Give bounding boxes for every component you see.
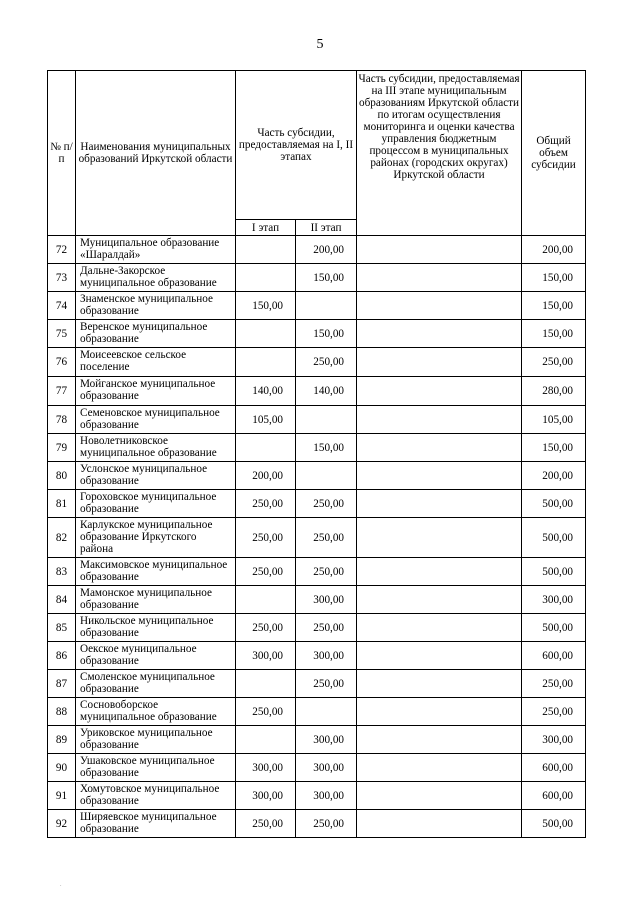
row-number: 91: [48, 782, 76, 810]
row-number: 78: [48, 406, 76, 434]
row-stage-3: [357, 377, 522, 406]
table-row: [48, 462, 586, 490]
row-stage-3: [357, 434, 522, 462]
row-stage-2: 200,00: [296, 236, 357, 264]
row-stage-2: 250,00: [296, 558, 357, 586]
row-stage-1: 250,00: [236, 558, 296, 586]
row-total: 500,00: [522, 810, 586, 838]
table-row: [48, 726, 586, 754]
row-stage-3: [357, 670, 522, 698]
row-total: 280,00: [522, 377, 586, 406]
table-row: [48, 292, 586, 320]
row-number: 72: [48, 236, 76, 264]
row-stage-1: 105,00: [236, 406, 296, 434]
row-name: Дальне-Закорское муниципальное образование: [76, 264, 236, 292]
table-row: [48, 320, 586, 348]
row-number: 76: [48, 348, 76, 377]
row-name: Моисеевское сельское поселение: [76, 348, 236, 377]
row-stage-1: [236, 726, 296, 754]
table-row: [48, 642, 586, 670]
row-number: 80: [48, 462, 76, 490]
row-total: 500,00: [522, 490, 586, 518]
row-stage-3: [357, 406, 522, 434]
header-part-1-2: Часть субсидии, предоставляемая на I, II этапах: [236, 71, 357, 220]
row-name: Хомутовское муниципальное образование: [76, 782, 236, 810]
row-stage-2: 250,00: [296, 518, 357, 558]
row-number: 81: [48, 490, 76, 518]
subsidy-table: [47, 70, 586, 838]
row-stage-3: [357, 348, 522, 377]
row-name: Веренское муниципальное образование: [76, 320, 236, 348]
row-total: 600,00: [522, 782, 586, 810]
row-number: 90: [48, 754, 76, 782]
row-number: 74: [48, 292, 76, 320]
row-name: Смоленское муниципальное образование: [76, 670, 236, 698]
row-number: 84: [48, 586, 76, 614]
row-stage-2: 150,00: [296, 434, 357, 462]
row-stage-3: [357, 292, 522, 320]
table-row: [48, 782, 586, 810]
row-stage-3: [357, 614, 522, 642]
row-stage-2: 250,00: [296, 670, 357, 698]
row-stage-1: 300,00: [236, 782, 296, 810]
row-name: Ширяевское муниципальное образование: [76, 810, 236, 838]
row-stage-1: 140,00: [236, 377, 296, 406]
row-stage-2: [296, 406, 357, 434]
row-stage-1: 250,00: [236, 490, 296, 518]
row-stage-2: 150,00: [296, 264, 357, 292]
row-stage-1: 250,00: [236, 614, 296, 642]
row-stage-3: [357, 462, 522, 490]
row-stage-2: [296, 462, 357, 490]
row-total: 300,00: [522, 586, 586, 614]
row-stage-3: [357, 726, 522, 754]
row-stage-2: 250,00: [296, 348, 357, 377]
row-name: Никольское муниципальное образование: [76, 614, 236, 642]
row-name: Семеновское муниципальное образование: [76, 406, 236, 434]
row-stage-3: [357, 698, 522, 726]
row-stage-2: 300,00: [296, 782, 357, 810]
header-part-3: Часть субсидии, предоставляемая на III этапе муниципальным образованиям Иркутской области по итогам осуществления мониторинга и оценки качества управления бюджетным процессом в муниципальных районах (городских округах) Иркутской области: [357, 71, 522, 236]
row-stage-2: 140,00: [296, 377, 357, 406]
row-number: 77: [48, 377, 76, 406]
row-number: 87: [48, 670, 76, 698]
row-total: 250,00: [522, 348, 586, 377]
row-stage-3: [357, 236, 522, 264]
table-row: [48, 518, 586, 558]
row-total: 250,00: [522, 698, 586, 726]
row-total: 600,00: [522, 642, 586, 670]
row-stage-1: [236, 586, 296, 614]
row-stage-2: 150,00: [296, 320, 357, 348]
row-total: 200,00: [522, 236, 586, 264]
row-stage-1: [236, 236, 296, 264]
row-total: 150,00: [522, 264, 586, 292]
table-row: [48, 754, 586, 782]
row-stage-3: [357, 642, 522, 670]
row-stage-3: [357, 320, 522, 348]
row-total: 600,00: [522, 754, 586, 782]
header-name: Наименования муниципальных образований Иркутской области: [76, 71, 236, 236]
table-row: [48, 236, 586, 264]
row-name: Ушаковское муниципальное образование: [76, 754, 236, 782]
row-stage-3: [357, 754, 522, 782]
row-number: 73: [48, 264, 76, 292]
row-stage-3: [357, 518, 522, 558]
row-name: Карлукское муниципальное образование Иркутского района: [76, 518, 236, 558]
row-name: Мойганское муниципальное образование: [76, 377, 236, 406]
row-stage-3: [357, 586, 522, 614]
row-stage-1: 300,00: [236, 642, 296, 670]
row-stage-1: 300,00: [236, 754, 296, 782]
table-row: [48, 586, 586, 614]
row-stage-2: 300,00: [296, 586, 357, 614]
row-name: Новолетниковское муниципальное образование: [76, 434, 236, 462]
table-row: [48, 377, 586, 406]
row-number: 83: [48, 558, 76, 586]
row-total: 500,00: [522, 614, 586, 642]
row-number: 88: [48, 698, 76, 726]
row-total: 150,00: [522, 434, 586, 462]
row-stage-1: [236, 264, 296, 292]
header-stage-1: I этап: [236, 220, 296, 236]
row-stage-3: [357, 558, 522, 586]
row-stage-1: [236, 348, 296, 377]
row-name: Услонское муниципальное образование: [76, 462, 236, 490]
row-number: 75: [48, 320, 76, 348]
row-number: 79: [48, 434, 76, 462]
table-row: [48, 614, 586, 642]
row-stage-2: 250,00: [296, 490, 357, 518]
row-number: 86: [48, 642, 76, 670]
row-stage-2: 300,00: [296, 754, 357, 782]
table-row: [48, 810, 586, 838]
row-total: 300,00: [522, 726, 586, 754]
header-stage-2: II этап: [296, 220, 357, 236]
row-stage-1: 250,00: [236, 518, 296, 558]
row-stage-1: [236, 670, 296, 698]
row-stage-3: [357, 490, 522, 518]
row-stage-3: [357, 264, 522, 292]
table-row: [48, 348, 586, 377]
row-name: Уриковское муниципальное образование: [76, 726, 236, 754]
row-stage-2: 250,00: [296, 810, 357, 838]
header-total: Общий объем субсидии: [522, 71, 586, 236]
row-name: Оекское муниципальное образование: [76, 642, 236, 670]
row-name: Мамонское муниципальное образование: [76, 586, 236, 614]
table-row: [48, 698, 586, 726]
table-row: [48, 558, 586, 586]
row-stage-1: 250,00: [236, 698, 296, 726]
row-total: 200,00: [522, 462, 586, 490]
row-name: Максимовское муниципальное образование: [76, 558, 236, 586]
row-name: Знаменское муниципальное образование: [76, 292, 236, 320]
table-row: [48, 264, 586, 292]
table-row: [48, 406, 586, 434]
page-number: 5: [316, 37, 324, 52]
row-stage-2: 300,00: [296, 726, 357, 754]
row-stage-1: [236, 320, 296, 348]
table-row: [48, 490, 586, 518]
row-stage-2: [296, 698, 357, 726]
row-total: 105,00: [522, 406, 586, 434]
header-number: № п/п: [48, 71, 76, 236]
row-stage-3: [357, 782, 522, 810]
row-name: Муниципальное образование «Шаралдай»: [76, 236, 236, 264]
table-row: [48, 670, 586, 698]
scan-mark: .: [60, 882, 62, 888]
row-stage-2: 250,00: [296, 614, 357, 642]
row-total: 150,00: [522, 320, 586, 348]
row-total: 500,00: [522, 518, 586, 558]
row-total: 150,00: [522, 292, 586, 320]
row-stage-1: [236, 434, 296, 462]
row-name: Сосновоборское муниципальное образование: [76, 698, 236, 726]
row-number: 85: [48, 614, 76, 642]
row-stage-1: 250,00: [236, 810, 296, 838]
row-stage-3: [357, 810, 522, 838]
row-name: Гороховское муниципальное образование: [76, 490, 236, 518]
row-number: 92: [48, 810, 76, 838]
row-number: 82: [48, 518, 76, 558]
row-stage-2: [296, 292, 357, 320]
row-stage-2: 300,00: [296, 642, 357, 670]
row-total: 500,00: [522, 558, 586, 586]
row-total: 250,00: [522, 670, 586, 698]
row-stage-1: 150,00: [236, 292, 296, 320]
row-stage-1: 200,00: [236, 462, 296, 490]
table-row: [48, 434, 586, 462]
row-number: 89: [48, 726, 76, 754]
